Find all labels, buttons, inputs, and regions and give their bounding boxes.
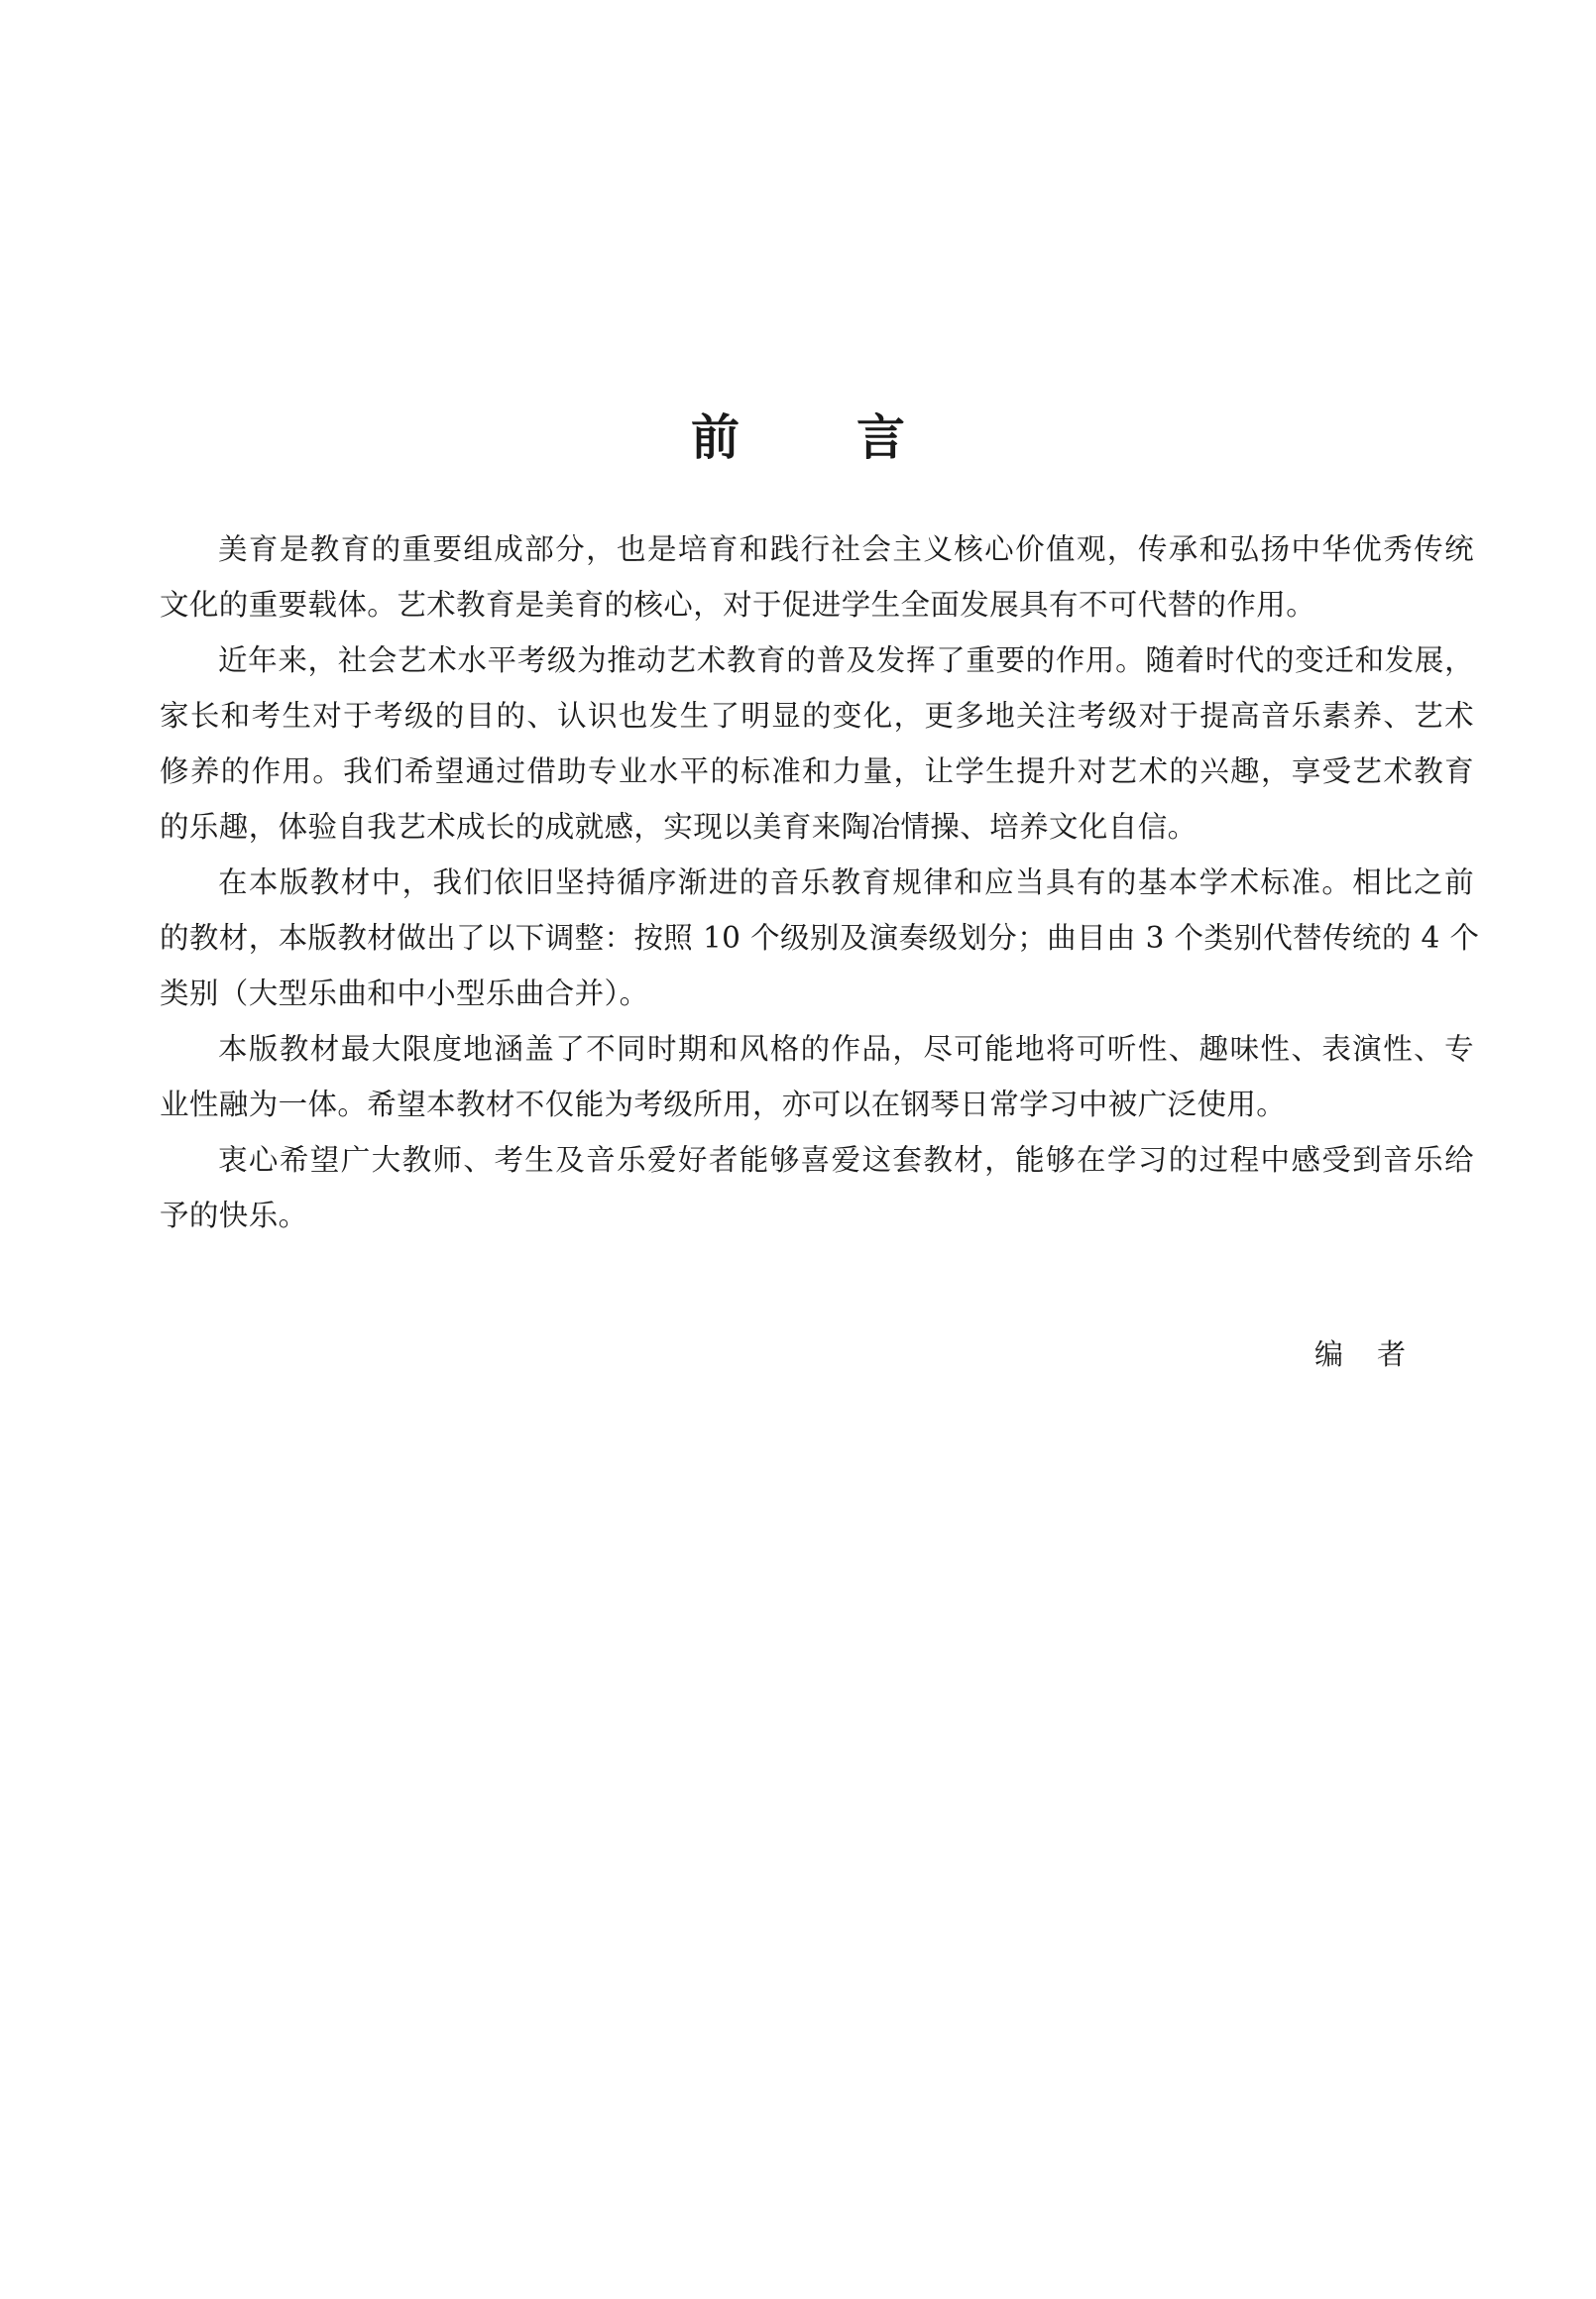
preface-body xyxy=(160,521,1480,1243)
paragraph-2 xyxy=(160,632,1474,855)
paragraph-line: 予的快乐。 xyxy=(160,1199,308,1232)
page-title xyxy=(0,399,1596,478)
paragraph-line: 近年来，社会艺术水平考级为推动艺术教育的普及发挥了重要的作用。随着时代的变迁和发展， xyxy=(218,643,1474,677)
paragraph-5 xyxy=(160,1132,1474,1243)
paragraph-line: 美育是教育的重要组成部分，也是培育和践行社会主义核心价值观，传承和弘扬中华优秀传统 xyxy=(218,532,1474,566)
paragraph-line: 类别（大型乐曲和中小型乐曲合并）。 xyxy=(160,977,649,1010)
paragraph-line: 在本版教材中，我们依旧坚持循序渐进的音乐教育规律和应当具有的基本学术标准。相比之前 xyxy=(218,865,1474,899)
paragraph-line: 修养的作用。我们希望通过借助专业水平的标准和力量，让学生提升对艺术的兴趣，享受艺术教育 xyxy=(160,754,1474,788)
signature-char-2: 者 xyxy=(1377,1337,1407,1371)
paragraph-line: 文化的重要载体。艺术教育是美育的核心，对于促进学生全面发展具有不可代替的作用。 xyxy=(160,588,1316,622)
paragraph-line: 的教材，本版教材做出了以下调整：按照 10 个级别及演奏级划分；曲目由 3 个类别代替传统的 4 个 xyxy=(160,921,1480,955)
paragraph-1 xyxy=(160,521,1474,632)
paragraph-line: 本版教材最大限度地涵盖了不同时期和风格的作品，尽可能地将可听性、趣味性、表演性、专 xyxy=(218,1032,1474,1066)
paragraph-line: 的乐趣，体验自我艺术成长的成就感，实现以美育来陶冶情操、培养文化自信。 xyxy=(160,810,1197,844)
paragraph-4 xyxy=(160,1021,1474,1132)
title-char-1: 前 xyxy=(690,409,740,466)
paragraph-line: 业性融为一体。希望本教材不仅能为考级所用，亦可以在钢琴日常学习中被广泛使用。 xyxy=(160,1088,1287,1121)
title-char-2: 言 xyxy=(856,409,906,466)
paragraph-line: 衷心希望广大教师、考生及音乐爱好者能够喜爱这套教材，能够在学习的过程中感受到音乐给 xyxy=(218,1143,1474,1177)
author-signature xyxy=(1314,1326,1406,1382)
signature-char-1: 编 xyxy=(1314,1337,1344,1371)
paragraph-3 xyxy=(160,855,1480,1021)
paragraph-line: 家长和考生对于考级的目的、认识也发生了明显的变化，更多地关注考级对于提高音乐素养、艺术 xyxy=(160,699,1474,733)
